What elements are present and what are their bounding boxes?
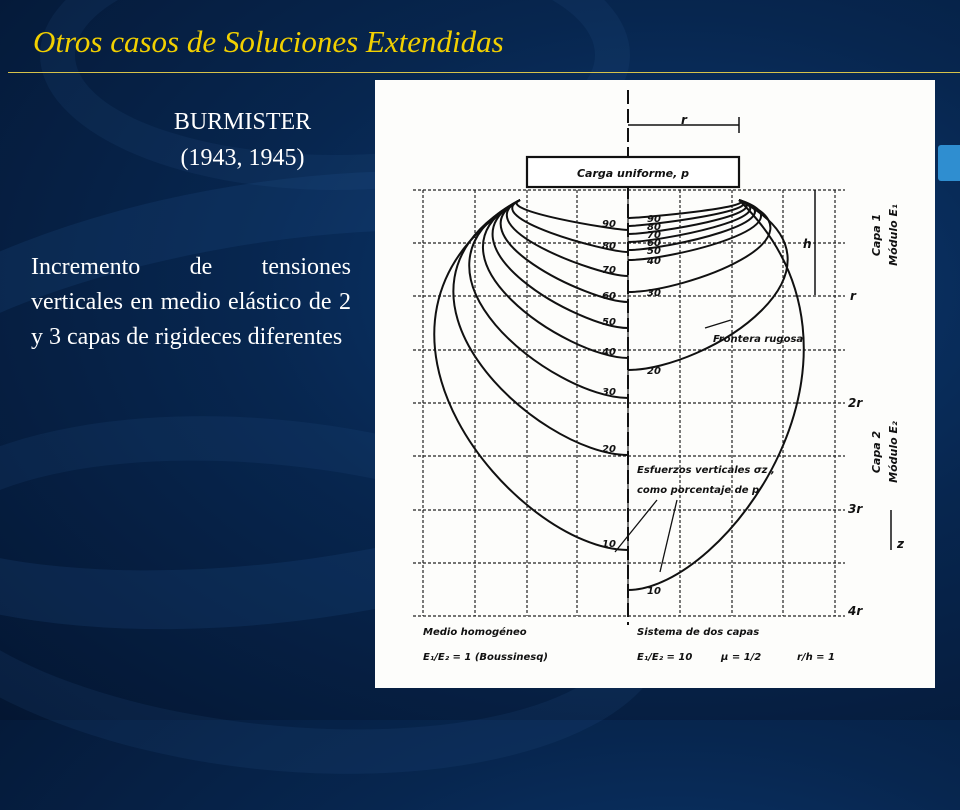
contour-label-left: 70	[602, 265, 616, 276]
depth-label-3r: 3r	[848, 502, 863, 516]
depth-label-4r: 4r	[848, 604, 863, 618]
layer2-label: Capa 2	[870, 430, 883, 474]
title-underline	[8, 72, 960, 73]
contour-label-right: 70	[647, 230, 661, 241]
contour-label-right: 20	[647, 366, 661, 377]
right-case-rh: r/h = 1	[797, 652, 836, 663]
contour-label-right: 80	[647, 222, 661, 233]
stress-caption-line1: Esfuerzos verticales σz ,	[637, 465, 775, 476]
contour-label-right: 50	[647, 246, 661, 257]
author-years: (1943, 1945)	[180, 145, 305, 171]
right-case-mu: μ = 1/2	[721, 652, 762, 663]
contour-label-left: 30	[602, 387, 616, 398]
isobar-right	[628, 200, 741, 218]
author-name: BURMISTER	[173, 109, 312, 135]
contour-labels	[601, 214, 661, 597]
left-case-title: Medio homogéneo	[423, 627, 527, 638]
radius-symbol: r	[681, 113, 687, 127]
right-case-title: Sistema de dos capas	[637, 627, 760, 638]
left-case-formula: E₁/E₂ = 1 (Boussinesq)	[423, 652, 548, 663]
right-case-ratio: E₁/E₂ = 10	[637, 652, 693, 663]
contour-label-right: 10	[647, 586, 661, 597]
h-label: h	[803, 237, 812, 251]
contour-label-right: 30	[647, 288, 661, 299]
contour-label-right: 60	[647, 238, 661, 249]
layer1-modulus: Módulo E₁	[887, 204, 900, 266]
load-label: Carga uniforme, p	[576, 167, 690, 180]
stress-diagram-svg	[375, 80, 935, 688]
stress-caption-line2: como porcentaje de p	[637, 485, 760, 496]
z-label: z	[897, 537, 904, 551]
depth-label-2r: 2r	[848, 396, 863, 410]
caption-leader	[615, 500, 657, 552]
slide-edge-tab	[938, 145, 960, 181]
contour-label-left: 50	[602, 317, 616, 328]
contour-label-left: 90	[602, 219, 616, 230]
rough-interface-label: Frontera rugosa	[713, 334, 804, 345]
contour-label-left: 10	[602, 539, 616, 550]
layer1-label: Capa 1	[870, 213, 883, 257]
contour-label-left: 20	[602, 444, 616, 455]
contour-label-right: 40	[647, 256, 661, 267]
contour-label-left: 80	[602, 241, 616, 252]
description-text: Incremento de tensiones verticales en medio elástico de 2 y 3 capas de rigideces diferentes	[31, 254, 351, 350]
layer2-modulus: Módulo E₂	[887, 421, 900, 483]
contour-label-left: 60	[602, 291, 616, 302]
author-block	[120, 104, 365, 176]
depth-label-r: r	[850, 289, 856, 303]
slide-title: Otros casos de Soluciones Extendidas	[33, 24, 504, 59]
stress-diagram	[375, 80, 935, 688]
rough-interface-leader	[705, 320, 731, 328]
contour-label-left: 40	[602, 347, 616, 358]
caption-leader	[660, 500, 677, 572]
contour-label-right: 90	[647, 214, 661, 225]
isobar-curves	[434, 200, 804, 590]
